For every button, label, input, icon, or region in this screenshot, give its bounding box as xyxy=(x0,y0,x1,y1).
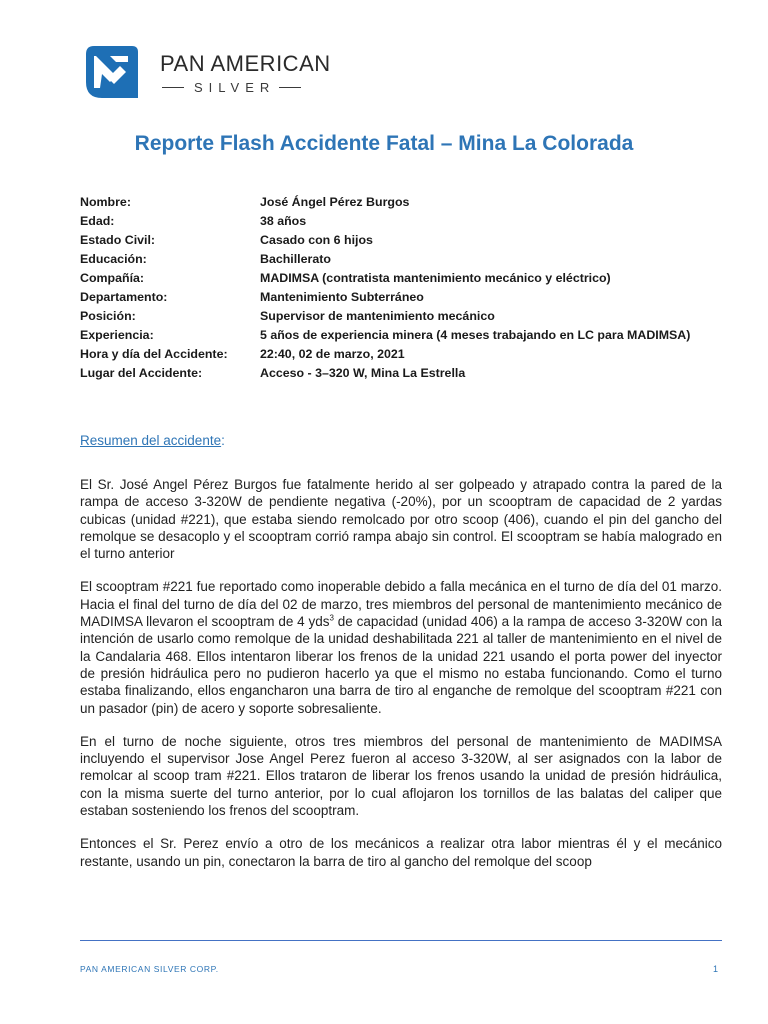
summary-paragraph: El Sr. José Angel Pérez Burgos fue fatalmente herido al ser golpeado y atrapado contra la pared de la rampa de acceso 3-320W de pendiente negativa (-20%), por un scooptram de capacidad de 2 yardas cubicas (unidad #221), que estaba siendo remolcado por otro scoop (406), cuando el pin del gancho del remolque se desacoplo y el scooptram corrió rampa abajo sin control. El scooptram se había malogrado en el turno anterior xyxy=(80,477,722,562)
info-value: Supervisor de mantenimiento mecánico xyxy=(260,309,495,323)
info-row xyxy=(80,212,700,231)
summary-paragraph: El scooptram #221 fue reportado como inoperable debido a falla mecánica en el turno de día del 01 marzo. Hacia el final del turno de día del 02 de marzo, tres miembros del personal de mantenimiento mecánico de MADIMSA llevaron el scooptram de 4 yds$^3$ de capacidad (unidad 406) a la rampa de acceso 3-320W con la intención de usarlo como remolque de la unidad deshabilitada 221 al taller de mantenimiento en el nivel de la Candalaria 468. Ellos intentaron liberar los frenos de la unidad 221 usando el porta power del inyector de presión hidráulica pero no pudieron hacerlo ya que el mismo no estaba funcionando. Como el turno estaba finalizando, ellos engancharon una barra de tiro al enganche de remolque del scooptram #221 con un pasador (pin) de acero y soporte sobresaliente. xyxy=(80,579,722,716)
logo-name: PAN AMERICAN xyxy=(160,51,331,76)
info-row xyxy=(80,231,700,250)
info-label: Compañía: xyxy=(80,271,145,285)
info-label: Nombre: xyxy=(80,195,131,209)
info-label: Hora y día del Accidente: xyxy=(80,347,228,361)
info-row xyxy=(80,345,700,364)
info-value: MADIMSA (contratista mantenimiento mecánico y eléctrico) xyxy=(260,271,611,285)
summary-paragraph: En el turno de noche siguiente, otros tres miembros del personal de mantenimiento de MADIMSA incluyendo el supervisor Jose Angel Perez fueron al acceso 3-320W, al ser asignados con la labor de remolcar al scoop tram #221. Ellos trataron de liberar los frenos usando la unidad de presión hidráulica, con la misma suerte del turno anterior, por lo cual aflojaron los tornillos de las balatas del caliper que estaban sosteniendo los frenos del scooptram. xyxy=(80,733,722,819)
summary-heading: Resumen del accidente: xyxy=(80,433,225,448)
info-value: Acceso - 3–320 W, Mina La Estrella xyxy=(260,366,466,380)
logo-subtitle: SILVER xyxy=(194,80,276,95)
info-row xyxy=(80,193,700,212)
info-row xyxy=(80,326,700,345)
info-label: Experiencia: xyxy=(80,328,154,342)
company-logo xyxy=(80,42,331,102)
info-value: 38 años xyxy=(260,214,307,228)
page-title: Reporte Flash Accidente Fatal – Mina La Colorada xyxy=(134,132,634,155)
info-value: Mantenimiento Subterráneo xyxy=(260,290,424,304)
info-label: Posición: xyxy=(80,309,136,323)
info-row xyxy=(80,269,700,288)
info-value: 22:40, 02 de marzo, 2021 xyxy=(260,347,405,361)
info-label: Educación: xyxy=(80,252,147,266)
pan-american-logo-icon xyxy=(80,42,140,102)
info-value: Casado con 6 hijos xyxy=(260,233,373,247)
info-value: Bachillerato xyxy=(260,252,331,266)
summary-paragraph: Entonces el Sr. Perez envío a otro de los mecánicos a realizar otra labor mientras él y el mecánico restante, usando un pin, conectaron la barra de tiro al gancho del remolque del scoop xyxy=(80,836,722,869)
summary-heading-text: Resumen del accidente xyxy=(80,433,222,448)
info-row xyxy=(80,288,700,307)
footer-company: PAN AMERICAN SILVER CORP. xyxy=(80,964,219,974)
info-label: Edad: xyxy=(80,214,115,228)
incident-info-table xyxy=(80,193,700,383)
page-number: 1 xyxy=(713,964,719,974)
info-label: Estado Civil: xyxy=(80,233,156,247)
info-value: 5 años de experiencia minera (4 meses trabajando en LC para MADIMSA) xyxy=(260,328,691,342)
info-label: Departamento: xyxy=(80,290,168,304)
info-row xyxy=(80,250,700,269)
info-label: Lugar del Accidente: xyxy=(80,366,203,380)
info-row xyxy=(80,364,700,383)
info-value: José Ángel Pérez Burgos xyxy=(260,195,410,209)
summary-body xyxy=(80,476,722,886)
info-row xyxy=(80,307,700,326)
footer-divider xyxy=(80,940,722,941)
